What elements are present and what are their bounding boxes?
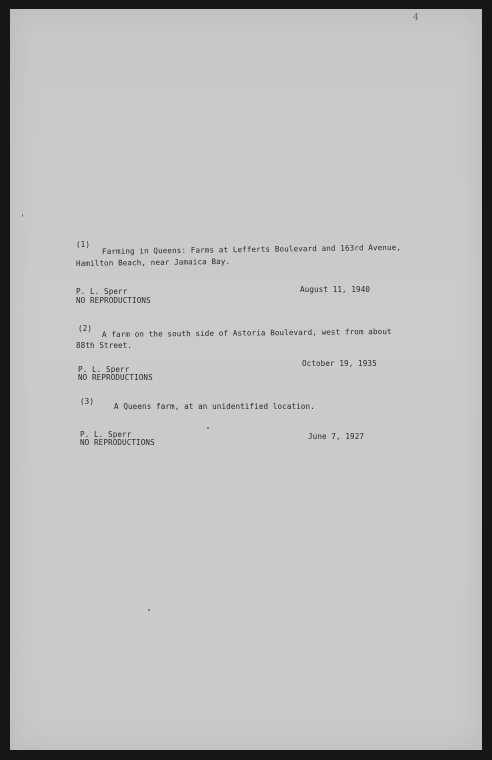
entry-3-rights: NO REPRODUCTIONS xyxy=(80,438,155,447)
entry-1-description-line1: Farming in Queens: Farms at Lefferts Boulevard and 163rd Avenue, xyxy=(101,242,402,256)
entry-1-rights: NO REPRODUCTIONS xyxy=(76,296,151,305)
entry-1-number: (1) xyxy=(76,240,91,249)
entry-1-photographer: P. L. Sperr xyxy=(76,287,128,296)
document-page xyxy=(10,9,482,750)
entry-2-date: October 19, 1935 xyxy=(302,359,377,368)
paper-speck xyxy=(22,214,23,217)
entry-2-description-line2: 88th Street. xyxy=(76,341,133,350)
entry-3-date: June 7, 1927 xyxy=(308,432,365,441)
entry-3-description-line1: A Queens farm, at an unidentified location. xyxy=(114,402,315,411)
entry-2-number: (2) xyxy=(78,324,93,333)
entry-3-number: (3) xyxy=(80,397,95,406)
paper-speck xyxy=(148,609,150,611)
entry-2-rights: NO REPRODUCTIONS xyxy=(78,373,153,382)
page-number: 4 xyxy=(413,13,419,23)
entry-1-description-line2: Hamilton Beach, near Jamaica Bay. xyxy=(75,256,231,268)
entry-2-photographer: P. L. Sperr xyxy=(78,365,130,374)
entry-3-photographer: P. L. Sperr xyxy=(80,430,132,439)
entry-2-description-line1: A farm on the south side of Astoria Boulevard, west from about xyxy=(101,326,392,339)
entry-1-date: August 11, 1940 xyxy=(300,285,371,294)
paper-speck xyxy=(207,427,209,429)
